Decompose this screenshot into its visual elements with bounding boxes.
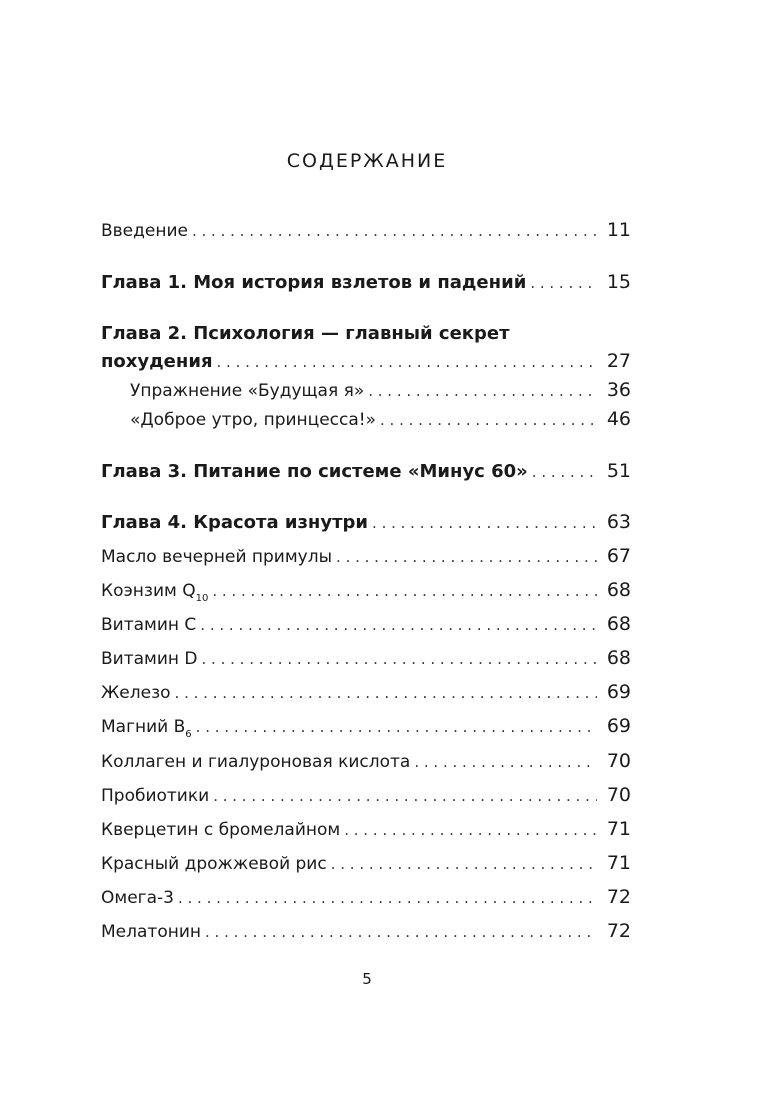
subscript: 10: [195, 593, 209, 604]
dot-leader: [196, 613, 597, 637]
dot-leader: [198, 647, 597, 671]
toc-entry[interactable]: [101, 646, 631, 671]
toc-entry[interactable]: [101, 270, 631, 295]
toc-entry-text: Железо: [101, 683, 171, 703]
toc-entry[interactable]: [101, 612, 631, 637]
toc-entry[interactable]: [101, 919, 631, 944]
toc-entry-text: Введение: [101, 221, 188, 241]
toc-entry[interactable]: [130, 407, 631, 432]
dot-leader: [209, 784, 597, 808]
toc-entry-page: 68: [606, 579, 631, 601]
toc-entry-text: Красный дрожжевой рис: [101, 854, 327, 874]
dot-leader: [410, 750, 596, 774]
toc-entry-text: Масло вечерней примулы: [101, 547, 333, 567]
toc-entry-text: Пробиотики: [101, 786, 210, 806]
page-number: 5: [362, 970, 372, 988]
toc-entry[interactable]: [101, 714, 631, 742]
toc-entry-text: Коллаген и гиалуроновая кислота: [101, 752, 411, 772]
toc-entry-text-main: Коэнзим Q: [101, 581, 196, 601]
toc-entry-page: 68: [606, 647, 631, 669]
toc-entry-text: [101, 579, 208, 606]
toc-entry-page: 46: [606, 408, 631, 430]
toc-entry-page: 27: [606, 350, 631, 372]
dot-leader: [188, 219, 597, 243]
toc-entry[interactable]: [101, 783, 631, 808]
toc-entry-page: 70: [606, 750, 631, 772]
toc-entry-text-main: Магний B: [101, 717, 186, 737]
toc-entry[interactable]: [101, 218, 631, 243]
toc-entry-page: 72: [606, 920, 631, 942]
dot-leader: [192, 715, 597, 739]
toc-entry-text: похудения: [101, 351, 213, 372]
toc-entry[interactable]: [101, 885, 631, 910]
dot-leader: [171, 681, 597, 705]
dot-leader: [208, 579, 596, 603]
toc-entry[interactable]: [101, 817, 631, 842]
toc-entry-text: Кверцетин с бромелайном: [101, 820, 341, 840]
toc-entry-page: 71: [606, 852, 631, 874]
dot-leader: [376, 408, 597, 432]
dot-leader: [528, 460, 597, 484]
dot-leader: [340, 818, 597, 842]
dot-leader: [327, 852, 597, 876]
toc-entry-page: 15: [606, 271, 631, 293]
toc-entry-page: 71: [606, 818, 631, 840]
toc-entry-text: Мелатонин: [101, 922, 201, 942]
toc-entry-page: 11: [606, 219, 631, 241]
toc-entry-text-line1[interactable]: Глава 2. Психология — главный секрет: [101, 323, 510, 344]
toc-entry-text: [101, 715, 192, 742]
toc-entry-page: 36: [606, 379, 631, 401]
dot-leader: [368, 511, 597, 535]
toc-entry-text: Витамин C: [101, 615, 197, 635]
toc-entry-page: 72: [606, 886, 631, 908]
toc-entry-text: Глава 4. Красота изнутри: [101, 512, 369, 533]
toc-entry-text: «Доброе утро, принцесса!»: [130, 410, 377, 430]
toc-entry[interactable]: [101, 680, 631, 705]
toc-entry[interactable]: [101, 544, 631, 569]
subscript: 6: [185, 729, 192, 740]
toc-entry-text: Омега-3: [101, 888, 174, 908]
toc-entry-text: Упражнение «Будущая я»: [130, 381, 365, 401]
dot-leader: [332, 545, 597, 569]
toc-entry[interactable]: [101, 510, 631, 535]
toc-entry-page: 69: [606, 715, 631, 737]
dot-leader: [526, 271, 597, 295]
toc-entry[interactable]: [101, 349, 631, 374]
toc-entry-page: 67: [606, 545, 631, 567]
toc-entry-text: Витамин D: [101, 649, 198, 669]
toc-entry-page: 69: [606, 681, 631, 703]
toc-entry[interactable]: [101, 578, 631, 606]
toc-entry-page: 63: [606, 511, 631, 533]
toc-entry[interactable]: [101, 851, 631, 876]
toc-entry-text: Глава 3. Питание по системе «Минус 60»: [101, 461, 528, 482]
dot-leader: [201, 920, 597, 944]
dot-leader: [364, 379, 597, 403]
toc-entry[interactable]: [130, 378, 631, 403]
dot-leader: [213, 350, 597, 374]
toc-entry-page: 51: [606, 460, 631, 482]
toc-entry[interactable]: [101, 749, 631, 774]
toc-entry-text: Глава 1. Моя история взлетов и падений: [101, 272, 527, 293]
toc-title: СОДЕРЖАНИЕ: [286, 150, 448, 172]
toc-entry-page: 70: [606, 784, 631, 806]
dot-leader: [174, 886, 597, 910]
toc-entry[interactable]: [101, 459, 631, 484]
toc-entry-page: 68: [606, 613, 631, 635]
